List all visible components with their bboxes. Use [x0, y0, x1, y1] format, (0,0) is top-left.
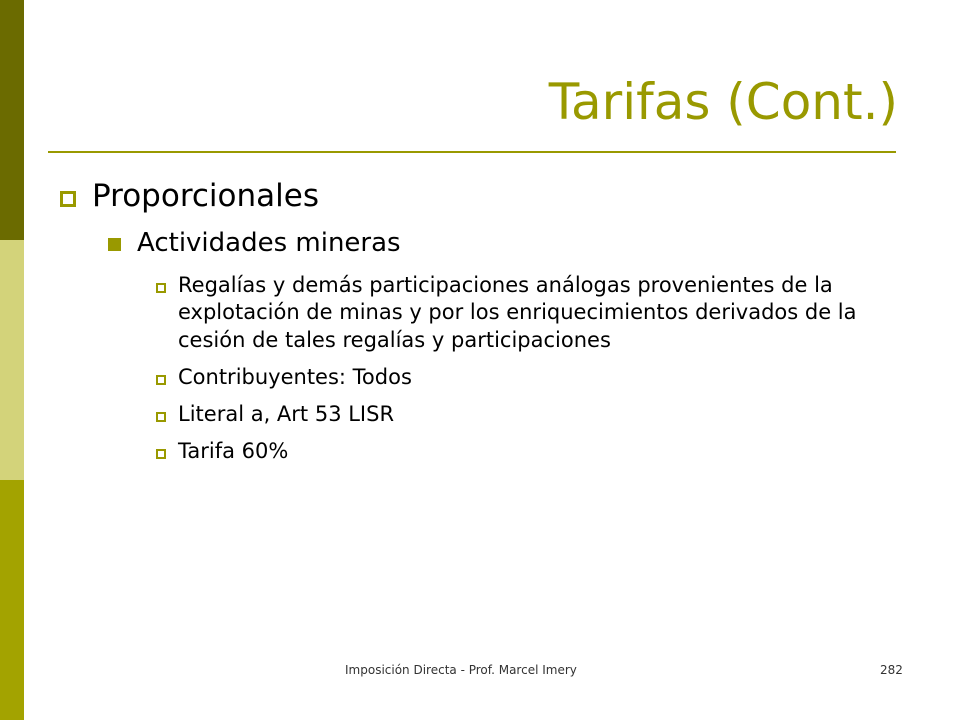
side-band-top: [0, 0, 24, 240]
hollow-square-bullet-icon: [60, 191, 76, 207]
bullet-level2-text: Actividades mineras: [137, 228, 401, 258]
bullet-level1-text: Proporcionales: [92, 178, 319, 214]
list-item-text: Literal a, Art 53 LISR: [178, 402, 395, 427]
small-square-bullet-icon: [156, 375, 166, 385]
filled-square-bullet-icon: [108, 238, 121, 251]
side-band-bottom: [0, 480, 24, 720]
list-item-text: Tarifa 60%: [178, 439, 289, 464]
footer-text: Imposición Directa - Prof. Marcel Imery: [345, 663, 577, 677]
bullet-level3-list: [156, 272, 876, 476]
list-item: [156, 364, 876, 391]
page-number: 282: [880, 663, 903, 677]
bullet-level2: [108, 228, 401, 259]
list-item: [156, 272, 876, 354]
title-underline: [48, 151, 896, 153]
slide-title: Tarifas (Cont.): [548, 73, 898, 131]
small-square-bullet-icon: [156, 283, 166, 293]
list-item: [156, 401, 876, 428]
small-square-bullet-icon: [156, 449, 166, 459]
bullet-level1: [60, 178, 319, 215]
list-item-text: Regalías y demás participaciones análogas provenientes de la explotación de minas y por los enriquecimientos derivados de la cesión de tales regalías y participaciones: [178, 273, 857, 352]
side-band-middle: [0, 240, 24, 480]
list-item-text: Contribuyentes: Todos: [178, 364, 412, 389]
small-square-bullet-icon: [156, 412, 166, 422]
list-item: [156, 438, 876, 465]
